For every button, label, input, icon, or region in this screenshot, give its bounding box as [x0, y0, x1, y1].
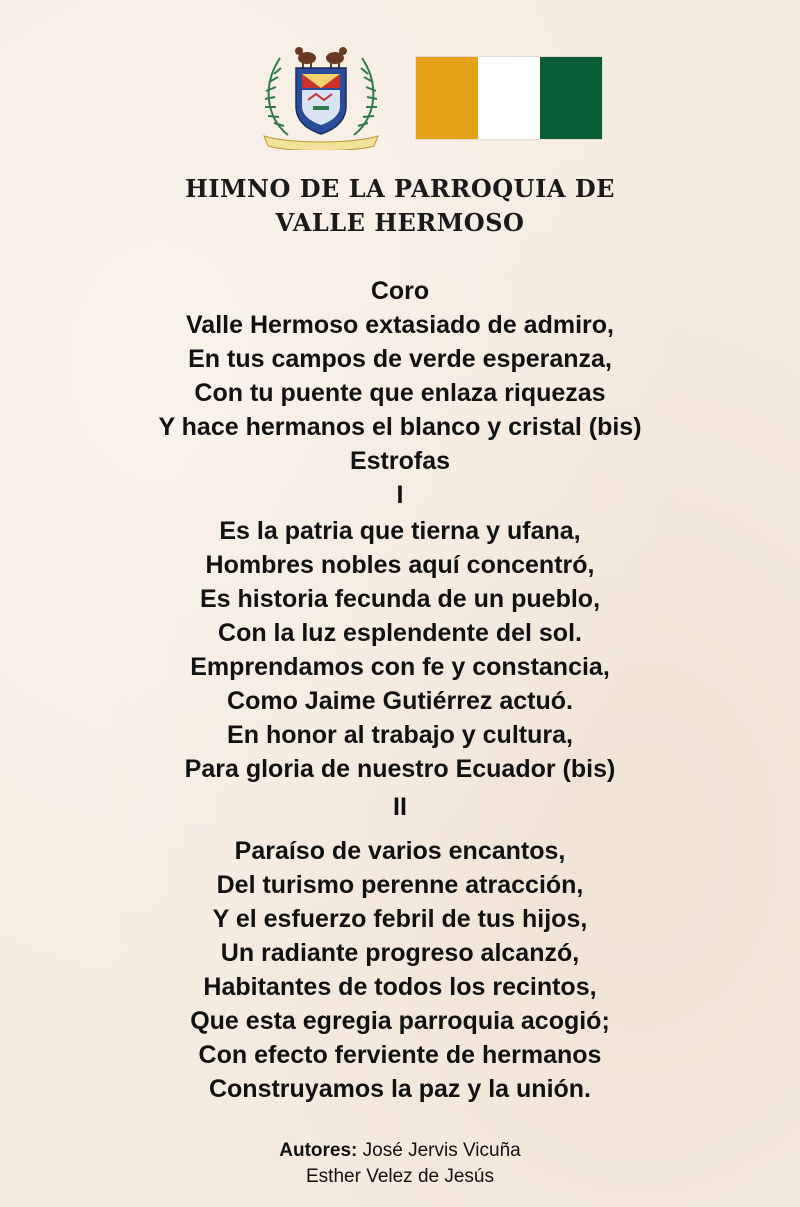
- parish-coat-of-arms: [258, 40, 384, 150]
- title-line-2: VALLE HERMOSO: [275, 208, 525, 237]
- estrofa-1-line: Es la patria que tierna y ufana,: [219, 517, 581, 545]
- coro-line: Con tu puente que enlaza riquezas: [194, 379, 606, 407]
- estrofa-2-line: Un radiante progreso alcanzó,: [220, 939, 580, 967]
- parish-flag: [416, 57, 602, 139]
- shield-icon: [296, 68, 346, 134]
- estrofa-2-line: Habitantes de todos los recintos,: [203, 973, 597, 1001]
- coro-line: Y hace hermanos el blanco y cristal (bis): [158, 413, 642, 441]
- title-line-1: HIMNO DE LA PARROQUIA DE: [185, 174, 615, 203]
- author-name-2: Esther Velez de Jesús: [306, 1166, 494, 1187]
- estrofa-1-numeral: I: [396, 481, 404, 509]
- estrofas-heading: Estrofas: [349, 447, 451, 475]
- estrofa-2-line: Que esta egregia parroquia acogió;: [190, 1007, 610, 1035]
- estrofa-1-line: Es historia fecunda de un pueblo,: [199, 585, 601, 613]
- estrofa-1-line: En honor al trabajo y cultura,: [227, 721, 573, 749]
- ribbon-icon: [264, 136, 378, 150]
- authors-label: Autores:: [279, 1140, 358, 1161]
- laurel-left-icon: [265, 58, 288, 135]
- laurel-right-icon: [354, 58, 377, 135]
- hymn-title: [0, 172, 800, 240]
- estrofa-1-line: Con la luz esplendente del sol.: [218, 619, 582, 647]
- estrofa-1-line: Emprendamos con fe y constancia,: [190, 653, 610, 681]
- estrofa-1-line: Hombres nobles aquí concentró,: [205, 551, 595, 579]
- coat-of-arms-image: [258, 40, 384, 150]
- flag-stripe-green: [540, 57, 602, 139]
- estrofa-2-line: Construyamos la paz y la unión.: [208, 1075, 592, 1103]
- estrofa-2-line: Y el esfuerzo febril de tus hijos,: [212, 905, 588, 933]
- estrofa-2-line: Del turismo perenne atracción,: [216, 871, 584, 899]
- estrofa-1-line: Como Jaime Gutiérrez actuó.: [227, 687, 573, 715]
- estrofa-2-numeral: II: [393, 793, 407, 821]
- coro-line: Valle Hermoso extasiado de admiro,: [186, 311, 614, 339]
- flag-stripe-gold: [416, 57, 478, 139]
- estrofa-2-line: Paraíso de varios encantos,: [234, 837, 566, 865]
- estrofa-2-line: Con efecto ferviente de hermanos: [198, 1041, 602, 1069]
- authors-block: [0, 1138, 800, 1190]
- authors-line-1: [0, 1138, 800, 1164]
- animals-icon: [295, 47, 347, 69]
- hymn-lyrics: [0, 274, 800, 1106]
- author-name-1: José Jervis Vicuña: [362, 1140, 521, 1161]
- coro-heading: Coro: [370, 277, 430, 305]
- flag-stripe-white: [478, 57, 540, 139]
- header: [0, 40, 800, 150]
- estrofa-1-line: Para gloria de nuestro Ecuador (bis): [184, 755, 616, 783]
- coro-line: En tus campos de verde esperanza,: [188, 345, 612, 373]
